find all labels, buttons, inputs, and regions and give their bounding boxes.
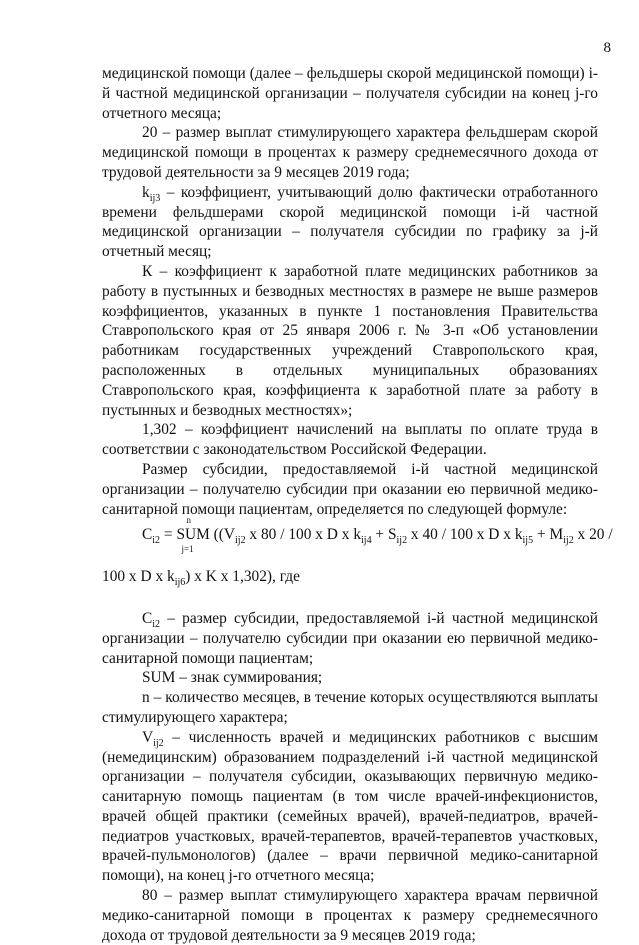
- paragraph: 20 – размер выплат стимулирующего характера фельдшерам скорой медицинской помощи в процентах к размеру среднемесячного дохода от трудовой деятельности за 9 месяцев 2019 года;: [102, 124, 598, 181]
- paragraph: Размер субсидии, предоставляемой i-й частной медицинской организации – получателю субсидии при оказании ею первичной медико-санитарной помощи пациентам, определяется по следующей формуле:: [102, 460, 598, 518]
- symbol-subscript: i2: [152, 619, 161, 630]
- formula-text: x 80 / 100 x D x k: [245, 526, 362, 544]
- formula-subscript: ij2: [563, 535, 574, 547]
- paragraph: медицинской помощи (далее – фельдшеры скорой медицинской помощи) i-й частной медицинской организации – получателя субсидии на конец j-го отчетного месяца;: [102, 65, 598, 122]
- symbol-subscript: ij2: [153, 737, 164, 749]
- formula-text: x 20 /: [573, 526, 613, 544]
- formula-subscript: ij6: [174, 577, 186, 589]
- paragraph: 80 – размер выплат стимулирующего характера врачам первичной медико-санитарной помощи в процентах к размеру среднемесячного дохода от трудовой деятельности за 9 месяцев 2019 года;: [102, 887, 598, 944]
- paragraph: [102, 609, 598, 668]
- formula-subscript: ij4: [361, 535, 372, 547]
- paragraph-text: – численность врачей и медицинских работников с высшим (немедицинским) образованием подразделений i-й частной медицинской организации – получателя субсидии, оказывающих первичную медико-санитарную помощь пациентам (в том числе врачей-инфекционистов, врачей общей практики (семейных врачей), врачей-педиатров, врачей-педиатров участковых, врачей-терапевтов, врачей-терапевтов участковых, врачей-пульмонологов) (далее – врачи первичной медико-санитарной помощи), на конец j-го отчетного месяца;: [102, 728, 598, 885]
- formula-text: x 40 / 100 x D x k: [407, 526, 523, 544]
- symbol-subscript: ij3: [149, 192, 161, 204]
- formula-text: + M: [533, 526, 564, 544]
- paragraph: n – количество месяцев, в течение которых осуществляются выплаты стимулирующего характера;: [102, 689, 598, 726]
- sum-word: SUM: [176, 526, 210, 544]
- formula-subscript: ij2: [396, 535, 408, 547]
- formula-text: ((V: [209, 526, 236, 544]
- formula-text: 100 x D x k: [102, 568, 175, 586]
- formula-eq: =: [160, 526, 177, 544]
- formula-text: + S: [371, 526, 397, 544]
- sum-lower-limit: j=1: [181, 544, 194, 555]
- formula-continuation: [102, 567, 598, 587]
- formula-subscript: ij5: [522, 535, 534, 547]
- symbol-v: V: [142, 728, 154, 746]
- symbol-k: k: [142, 183, 150, 201]
- formula-subscript: ij2: [235, 535, 246, 547]
- page-number: 8: [603, 40, 611, 56]
- paragraph: К – коэффициент к заработной плате медицинских работников за работу в пустынных и безводных местностях в размере не выше размеров коэффициентов, указанных в пункте 1 постановления Правительства Ставропольского края от 25 января 2006 г. № 3-п «Об установлении работникам государственных учреждений Ставропольского края, расположенных в отдельных муниципальных образованиях Ставропольского края, коэффициента к заработной плате за работу в пустынных и безводных местностях»;: [102, 262, 598, 419]
- formula: [142, 515, 613, 555]
- formula-subscript: i2: [152, 535, 161, 547]
- sum-operator: [176, 515, 210, 555]
- symbol-c: C: [142, 609, 153, 627]
- sum-upper-limit: n: [186, 515, 191, 526]
- paragraph-text: – коэффициент, учитывающий долю фактически отработанного времени фельдшерами скорой медицинской помощи i-й частной медицинской организации – получателя субсидии по графику за j-й отчетный месяц;: [102, 183, 598, 261]
- paragraph: [102, 728, 598, 886]
- paragraph: SUM – знак суммирования;: [142, 669, 323, 687]
- paragraph: 1,302 – коэффициент начислений на выплаты по оплате труда в соответствии с законодательством Российской Федерации.: [102, 421, 598, 459]
- paragraph: [102, 183, 598, 262]
- formula-lhs: C: [142, 526, 153, 544]
- paragraph-text: – размер субсидии, предоставляемой i-й частной медицинской организации – получателю субсидии при оказании ею первичной медико-санитарной помощи пациентам;: [102, 609, 598, 667]
- document-body: [102, 64, 613, 945]
- formula-text: ) x K x 1,302), где: [185, 568, 300, 586]
